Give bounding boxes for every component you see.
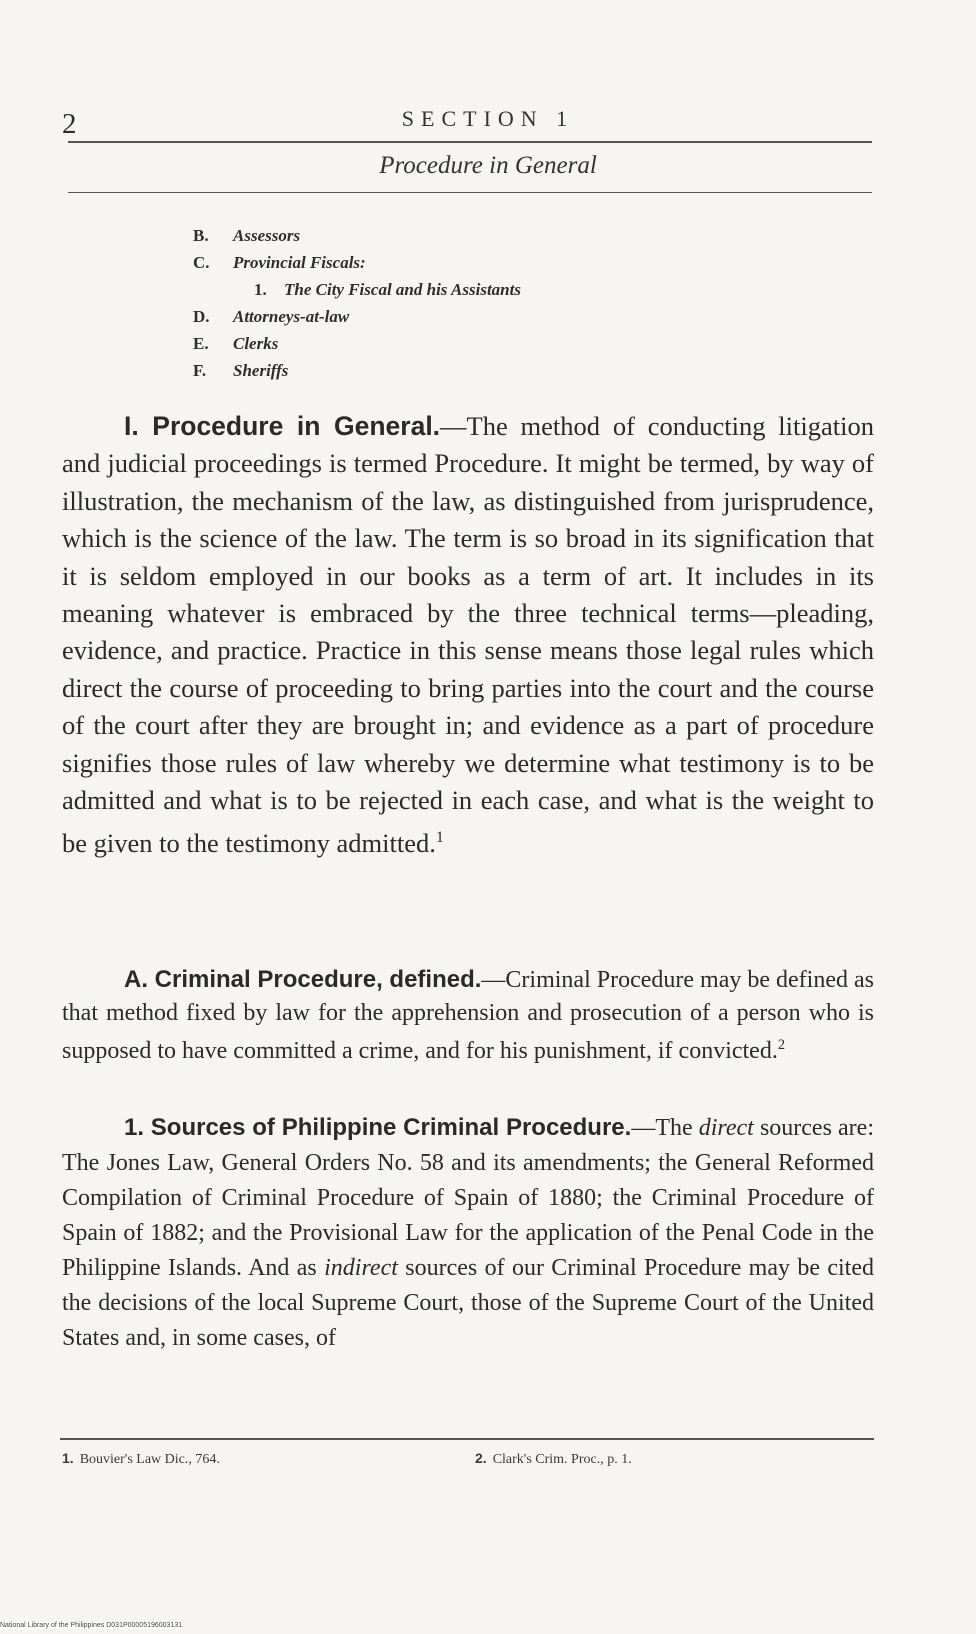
outline-text: The City Fiscal and his Assistants bbox=[284, 280, 521, 299]
paragraph-body: —Criminal Procedure may be defined as that method fixed by law for the apprehension and prosecution of a person who is supposed to have committed a crime, and for his punishment, if convicted. bbox=[62, 967, 874, 1064]
footnote-number: 2. bbox=[475, 1450, 487, 1466]
outline-text: Sheriffs bbox=[233, 361, 289, 380]
outline-letter: B. bbox=[193, 226, 209, 245]
outline-text: Clerks bbox=[233, 334, 279, 353]
outline-number: 1. bbox=[254, 280, 267, 299]
outline-letter: D. bbox=[193, 307, 210, 326]
footnote-rule bbox=[60, 1438, 874, 1440]
paragraph-heading: 1. Sources of Philippine Criminal Procedure. bbox=[124, 1114, 632, 1141]
outline-item bbox=[193, 303, 521, 330]
footnote-text: Clark's Crim. Proc., p. 1. bbox=[492, 1452, 632, 1467]
paragraph-criminal-procedure-defined bbox=[62, 964, 874, 1068]
outline-text: Provincial Fiscals: bbox=[233, 253, 366, 272]
subtitle-rule bbox=[68, 192, 872, 193]
footnote-ref: 1 bbox=[435, 829, 444, 847]
footnote bbox=[62, 1450, 220, 1468]
outline-letter: E. bbox=[193, 334, 209, 353]
footnote bbox=[475, 1450, 632, 1468]
header-rule bbox=[68, 141, 872, 143]
scan-credit: National Library of the Philippines D031P00005196003131 bbox=[0, 1622, 183, 1629]
outline-text: Assessors bbox=[233, 226, 301, 245]
outline-item bbox=[193, 330, 521, 357]
outline-letter: C. bbox=[193, 253, 210, 272]
outline-letter: F. bbox=[193, 361, 207, 380]
outline-text: Attorneys-at-law bbox=[233, 307, 350, 326]
paragraph-procedure-in-general bbox=[62, 408, 874, 863]
paragraph-heading: I. Procedure in General. bbox=[124, 411, 441, 441]
paragraph-heading: A. Criminal Procedure, defined. bbox=[124, 966, 482, 993]
outline-item bbox=[193, 249, 521, 276]
page-number: 2 bbox=[62, 108, 77, 140]
footnote-text: Bouvier's Law Dic., 764. bbox=[79, 1452, 220, 1467]
paragraph-body: —The bbox=[631, 1115, 699, 1141]
paragraph-body: sources are: The Jones Law, General Orders No. 58 and its amendments; the General Reformed Compilation of Criminal Procedure of Spain of 1880; the Criminal Procedure of Spain of 1882; and the Provisional Law for the application of the Penal Code in the Philippine Islands. And as bbox=[62, 1115, 874, 1281]
paragraph-sources bbox=[62, 1110, 874, 1356]
outline-item bbox=[193, 357, 521, 384]
section-heading: SECTION 1 bbox=[401, 106, 575, 131]
paragraph-emphasis: indirect bbox=[324, 1255, 398, 1281]
footnote-number: 1. bbox=[62, 1450, 74, 1466]
footnote-ref: 2 bbox=[777, 1037, 786, 1053]
paragraph-emphasis: direct bbox=[698, 1115, 754, 1141]
paragraph-body: sources of our Criminal Procedure may be cited the decisions of the local Supreme Court, those of the Supreme Court of the United States and, in some cases, of bbox=[62, 1255, 874, 1351]
page-subtitle: Procedure in General bbox=[379, 152, 597, 179]
outline-subitem bbox=[193, 276, 521, 303]
paragraph-body: —The method of conducting litigation and judicial proceedings is termed Procedure. It might be termed, by way of illustration, the mechanism of the law, as distinguished from jurisprudence, which is the science of the law. The term is so broad in its signification that it is seldom employed in our books as a term of art. It includes in its meaning whatever is embraced by the three technical terms—pleading, evidence, and practice. Practice in this sense means those legal rules which direct the course of proceeding to bring parties into the court and the course of the court after they are brought in; and evidence as a part of procedure signifies those rules of law whereby we determine what testimony is to be admitted and what is to be rejected in each case, and what is the weight to be given to the testimony admitted. bbox=[62, 411, 874, 859]
outline-item bbox=[193, 222, 521, 249]
outline-list bbox=[193, 222, 521, 384]
